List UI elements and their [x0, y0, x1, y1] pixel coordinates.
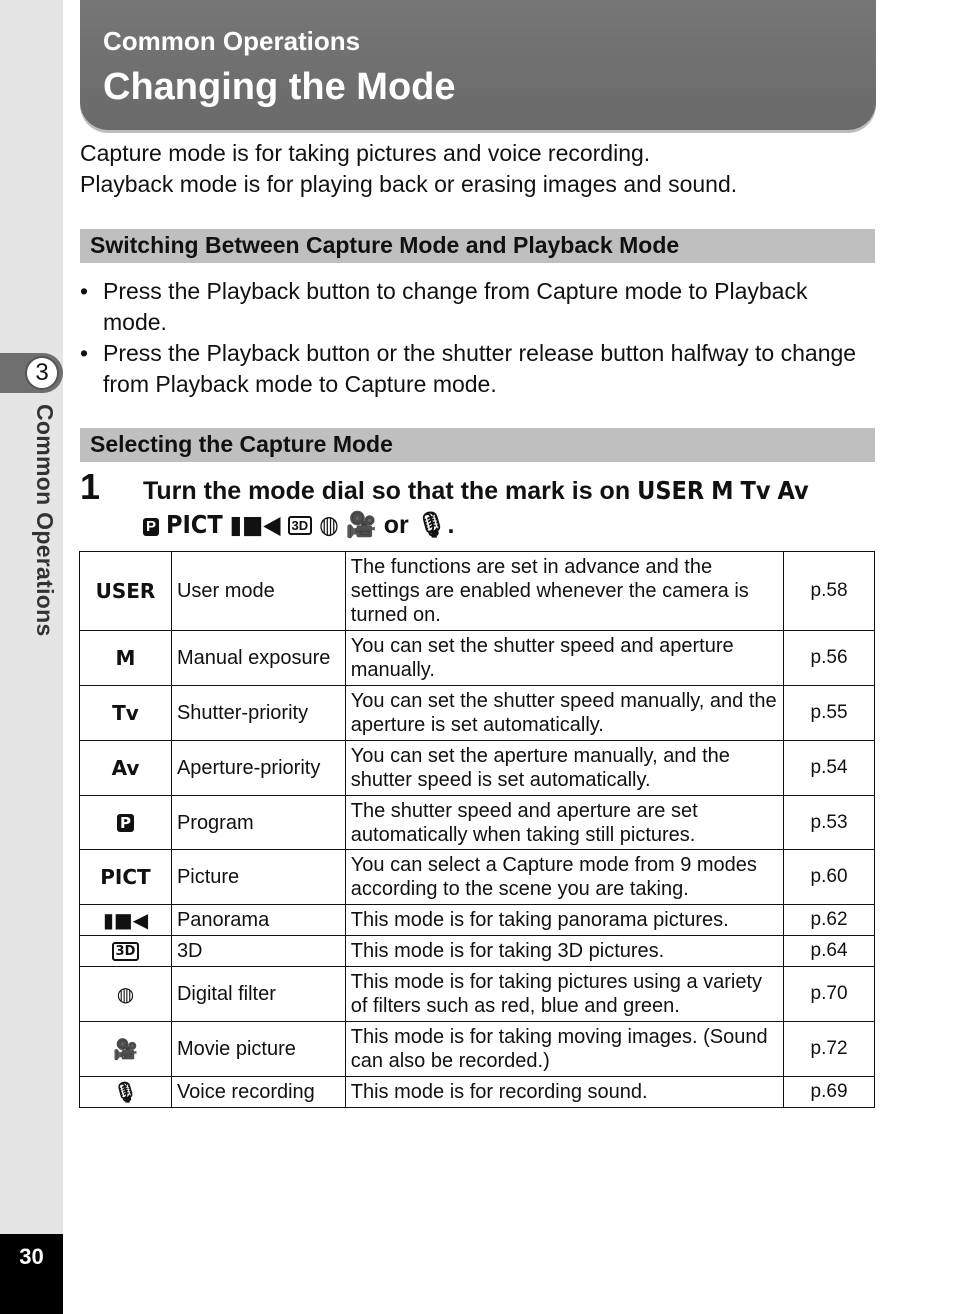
mode-name: Shutter-priority	[171, 686, 345, 741]
chapter-number-badge: 3	[25, 356, 59, 390]
movie-mode-icon: 🎥	[80, 1022, 172, 1077]
table-row	[80, 741, 875, 796]
step-text-before: Turn the mode dial so that the mark is on	[143, 477, 631, 505]
page-reference: p.72	[784, 1022, 875, 1077]
digital-filter-icon: ◍	[319, 510, 339, 539]
table-row	[80, 905, 875, 936]
page-reference: p.69	[784, 1077, 875, 1108]
section-heading-capture: Selecting the Capture Mode	[80, 428, 875, 462]
mode-description: This mode is for taking 3D pictures.	[345, 936, 783, 967]
capture-mode-table	[79, 551, 875, 1108]
mode-name: Picture	[171, 850, 345, 905]
user-mode-icon: USER	[637, 476, 705, 505]
picture-mode-icon: PICT	[80, 850, 172, 905]
page-number: 30	[0, 1234, 63, 1314]
table-row	[80, 552, 875, 631]
manual-mode-icon: M	[711, 476, 734, 505]
page-reference: p.60	[784, 850, 875, 905]
program-mode-icon: P	[143, 518, 159, 536]
movie-mode-icon: 🎥	[345, 510, 377, 539]
mode-name: Digital filter	[171, 967, 345, 1022]
chapter-label: Common Operations	[32, 404, 58, 637]
3d-mode-label: 3D	[112, 942, 140, 961]
table-row	[80, 1022, 875, 1077]
mode-name: Program	[171, 796, 345, 850]
page-reference: p.64	[784, 936, 875, 967]
mode-name: Voice recording	[171, 1077, 345, 1108]
program-mode-label: P	[117, 814, 134, 832]
section-heading-switching: Switching Between Capture Mode and Playback Mode	[80, 229, 875, 263]
intro-text	[80, 138, 737, 200]
header-subtitle: Common Operations	[103, 26, 361, 56]
shutter-priority-icon: Tv	[740, 476, 771, 505]
aperture-priority-icon: Av	[777, 476, 809, 505]
mode-description: You can set the shutter speed manually, and the aperture is set automatically.	[345, 686, 783, 741]
table-row	[80, 1077, 875, 1108]
mode-name: 3D	[171, 936, 345, 967]
page-title: Changing the Mode	[103, 66, 456, 108]
bullet-icon: •	[80, 278, 89, 304]
page-reference: p.54	[784, 741, 875, 796]
bullet-icon: •	[80, 340, 89, 366]
table-row	[80, 850, 875, 905]
mode-name: Movie picture	[171, 1022, 345, 1077]
user-mode-icon: USER	[80, 552, 172, 631]
panorama-mode-icon: ▮■◀	[80, 905, 172, 936]
table-row	[80, 936, 875, 967]
digital-filter-icon: ◍	[80, 967, 172, 1022]
intro-line-2: Playback mode is for playing back or erasing images and sound.	[80, 171, 738, 197]
bullet-text: Press the Playback button or the shutter release button halfway to change from Playback mode to Capture mode.	[103, 340, 857, 397]
bullet-item	[80, 276, 875, 338]
mode-description: The functions are set in advance and the settings are enabled whenever the camera is turned on.	[345, 552, 783, 631]
mode-description: This mode is for taking panorama pictures.	[345, 905, 783, 936]
mode-description: You can select a Capture mode from 9 modes according to the scene you are taking.	[345, 850, 783, 905]
page-reference: p.62	[784, 905, 875, 936]
shutter-priority-icon: Tv	[80, 686, 172, 741]
step-or: or	[383, 511, 409, 539]
mode-description: You can set the aperture manually, and the shutter speed is set automatically.	[345, 741, 783, 796]
voice-recording-icon: 🎙	[415, 510, 448, 539]
mode-name: Manual exposure	[171, 631, 345, 686]
step-instruction	[143, 474, 873, 542]
picture-mode-icon: PICT	[165, 510, 223, 539]
page-reference: p.70	[784, 967, 875, 1022]
3d-mode-icon: 3D	[288, 516, 313, 535]
mode-description: This mode is for taking moving images. (Sound can also be recorded.)	[345, 1022, 783, 1077]
mode-description: The shutter speed and aperture are set automatically when taking still pictures.	[345, 796, 783, 850]
chapter-side-strip	[0, 0, 63, 1314]
bullet-item	[80, 338, 875, 400]
switching-bullet-list	[80, 276, 875, 400]
manual-mode-icon: M	[80, 631, 172, 686]
table-row	[80, 686, 875, 741]
step-period: .	[447, 511, 455, 539]
mode-name: Panorama	[171, 905, 345, 936]
mode-description: This mode is for recording sound.	[345, 1077, 783, 1108]
table-row	[80, 967, 875, 1022]
page-reference: p.58	[784, 552, 875, 631]
panorama-mode-icon: ▮■◀	[229, 510, 281, 539]
table-row	[80, 631, 875, 686]
bullet-text: Press the Playback button to change from Capture mode to Playback mode.	[103, 278, 808, 335]
mode-name: User mode	[171, 552, 345, 631]
mode-description: This mode is for taking pictures using a variety of filters such as red, blue and green.	[345, 967, 783, 1022]
3d-mode-icon	[80, 936, 172, 967]
page-header-banner	[80, 0, 876, 130]
page-reference: p.55	[784, 686, 875, 741]
voice-recording-icon: 🎙	[80, 1077, 172, 1108]
mode-description: You can set the shutter speed and aperture manually.	[345, 631, 783, 686]
step-number: 1	[80, 466, 101, 507]
page-reference: p.56	[784, 631, 875, 686]
mode-name: Aperture-priority	[171, 741, 345, 796]
table-row	[80, 796, 875, 850]
program-mode-icon	[80, 796, 172, 850]
intro-line-1: Capture mode is for taking pictures and voice recording.	[80, 140, 651, 166]
page-reference: p.53	[784, 796, 875, 850]
aperture-priority-icon: Av	[80, 741, 172, 796]
